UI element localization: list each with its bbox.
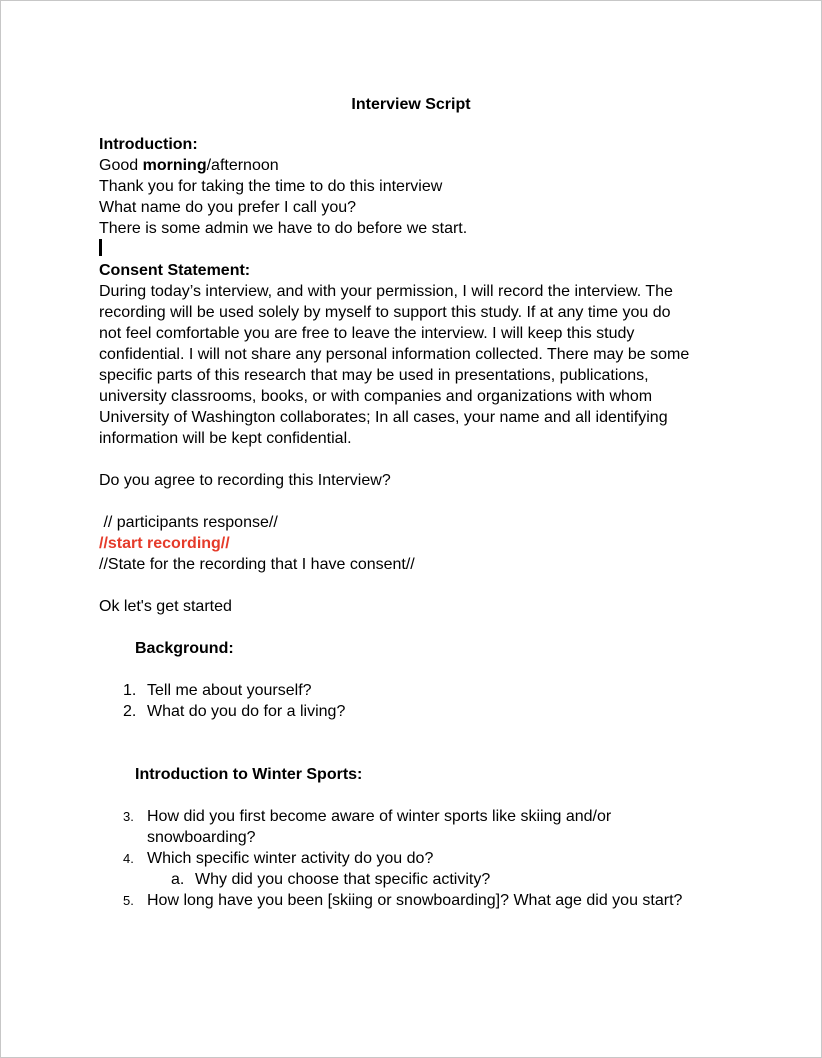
introduction-heading: Introduction: <box>99 136 198 153</box>
state-consent-note: //State for the recording that I have consent// <box>99 556 415 573</box>
spacer <box>99 449 729 470</box>
winter-sports-heading: Introduction to Winter Sports: <box>135 766 363 783</box>
thanks-line: Thank you for taking the time to do this interview <box>99 178 443 195</box>
winter-sports-question-list <box>99 806 729 869</box>
consent-line: information will be kept confidential. <box>99 430 352 447</box>
item-text-continued: snowboarding? <box>147 829 256 846</box>
consent-heading: Consent Statement: <box>99 262 251 279</box>
greeting-pre: Good <box>99 157 143 174</box>
item-letter: a. <box>171 871 185 888</box>
sub-list-item <box>99 869 729 890</box>
spacer <box>99 575 729 596</box>
consent-line: University of Washington collaborates; In all cases, your name and all identifying <box>99 409 668 426</box>
item-number: 4. <box>123 851 134 866</box>
consent-line: During today’s interview, and with your permission, I will record the interview. The <box>99 283 673 300</box>
item-number: 5. <box>123 893 134 908</box>
list-item <box>99 848 729 869</box>
consent-line: specific parts of this research that may be used in presentations, publications, <box>99 367 649 384</box>
list-item <box>99 680 729 701</box>
list-item <box>99 806 729 848</box>
text-cursor <box>99 239 102 256</box>
item-text: Which specific winter activity do you do? <box>147 850 434 867</box>
consent-line: not feel comfortable you are free to leave the interview. I will keep this study <box>99 325 635 342</box>
admin-line: There is some admin we have to do before we start. <box>99 220 468 237</box>
list-item <box>99 701 729 722</box>
name-question-line: What name do you prefer I call you? <box>99 199 357 216</box>
item-number: 3. <box>123 809 134 824</box>
winter-sports-question-list-continued <box>99 890 729 911</box>
spacer <box>99 491 729 512</box>
background-question-list <box>99 680 729 722</box>
list-item <box>99 890 729 911</box>
item-number: 1. <box>123 682 137 699</box>
spacer <box>99 785 729 806</box>
consent-line: university classrooms, books, or with companies and organizations with whom <box>99 388 653 405</box>
consent-question: Do you agree to recording this Interview? <box>99 472 391 489</box>
consent-line: recording will be used solely by myself to support this study. If at any time you do <box>99 304 671 321</box>
spacer <box>99 617 729 638</box>
get-started-line: Ok let's get started <box>99 598 232 615</box>
greeting-post: /afternoon <box>206 157 279 174</box>
item-text: Why did you choose that specific activity? <box>195 871 491 888</box>
spacer <box>99 659 729 680</box>
item-text: What do you do for a living? <box>147 703 346 720</box>
item-text: How long have you been [skiing or snowboarding]? What age did you start? <box>147 892 683 909</box>
item-text: Tell me about yourself? <box>147 682 312 699</box>
start-recording-note: //start recording// <box>99 535 230 552</box>
item-number: 2. <box>123 703 137 720</box>
document-body <box>99 94 729 911</box>
page-title: Interview Script <box>351 96 471 113</box>
cursor-line[interactable] <box>99 239 729 260</box>
spacer <box>99 722 729 743</box>
greeting-line <box>99 155 729 176</box>
background-heading: Background: <box>135 640 234 657</box>
spacer <box>99 743 729 764</box>
participant-response: // participants response// <box>99 514 278 531</box>
greeting-bold: morning <box>142 157 207 174</box>
consent-paragraph <box>99 281 729 449</box>
item-text: How did you first become aware of winter sports like skiing and/or <box>147 808 612 825</box>
consent-line: confidential. I will not share any personal information collected. There may be some <box>99 346 690 363</box>
winter-sports-sub-list <box>99 869 729 890</box>
